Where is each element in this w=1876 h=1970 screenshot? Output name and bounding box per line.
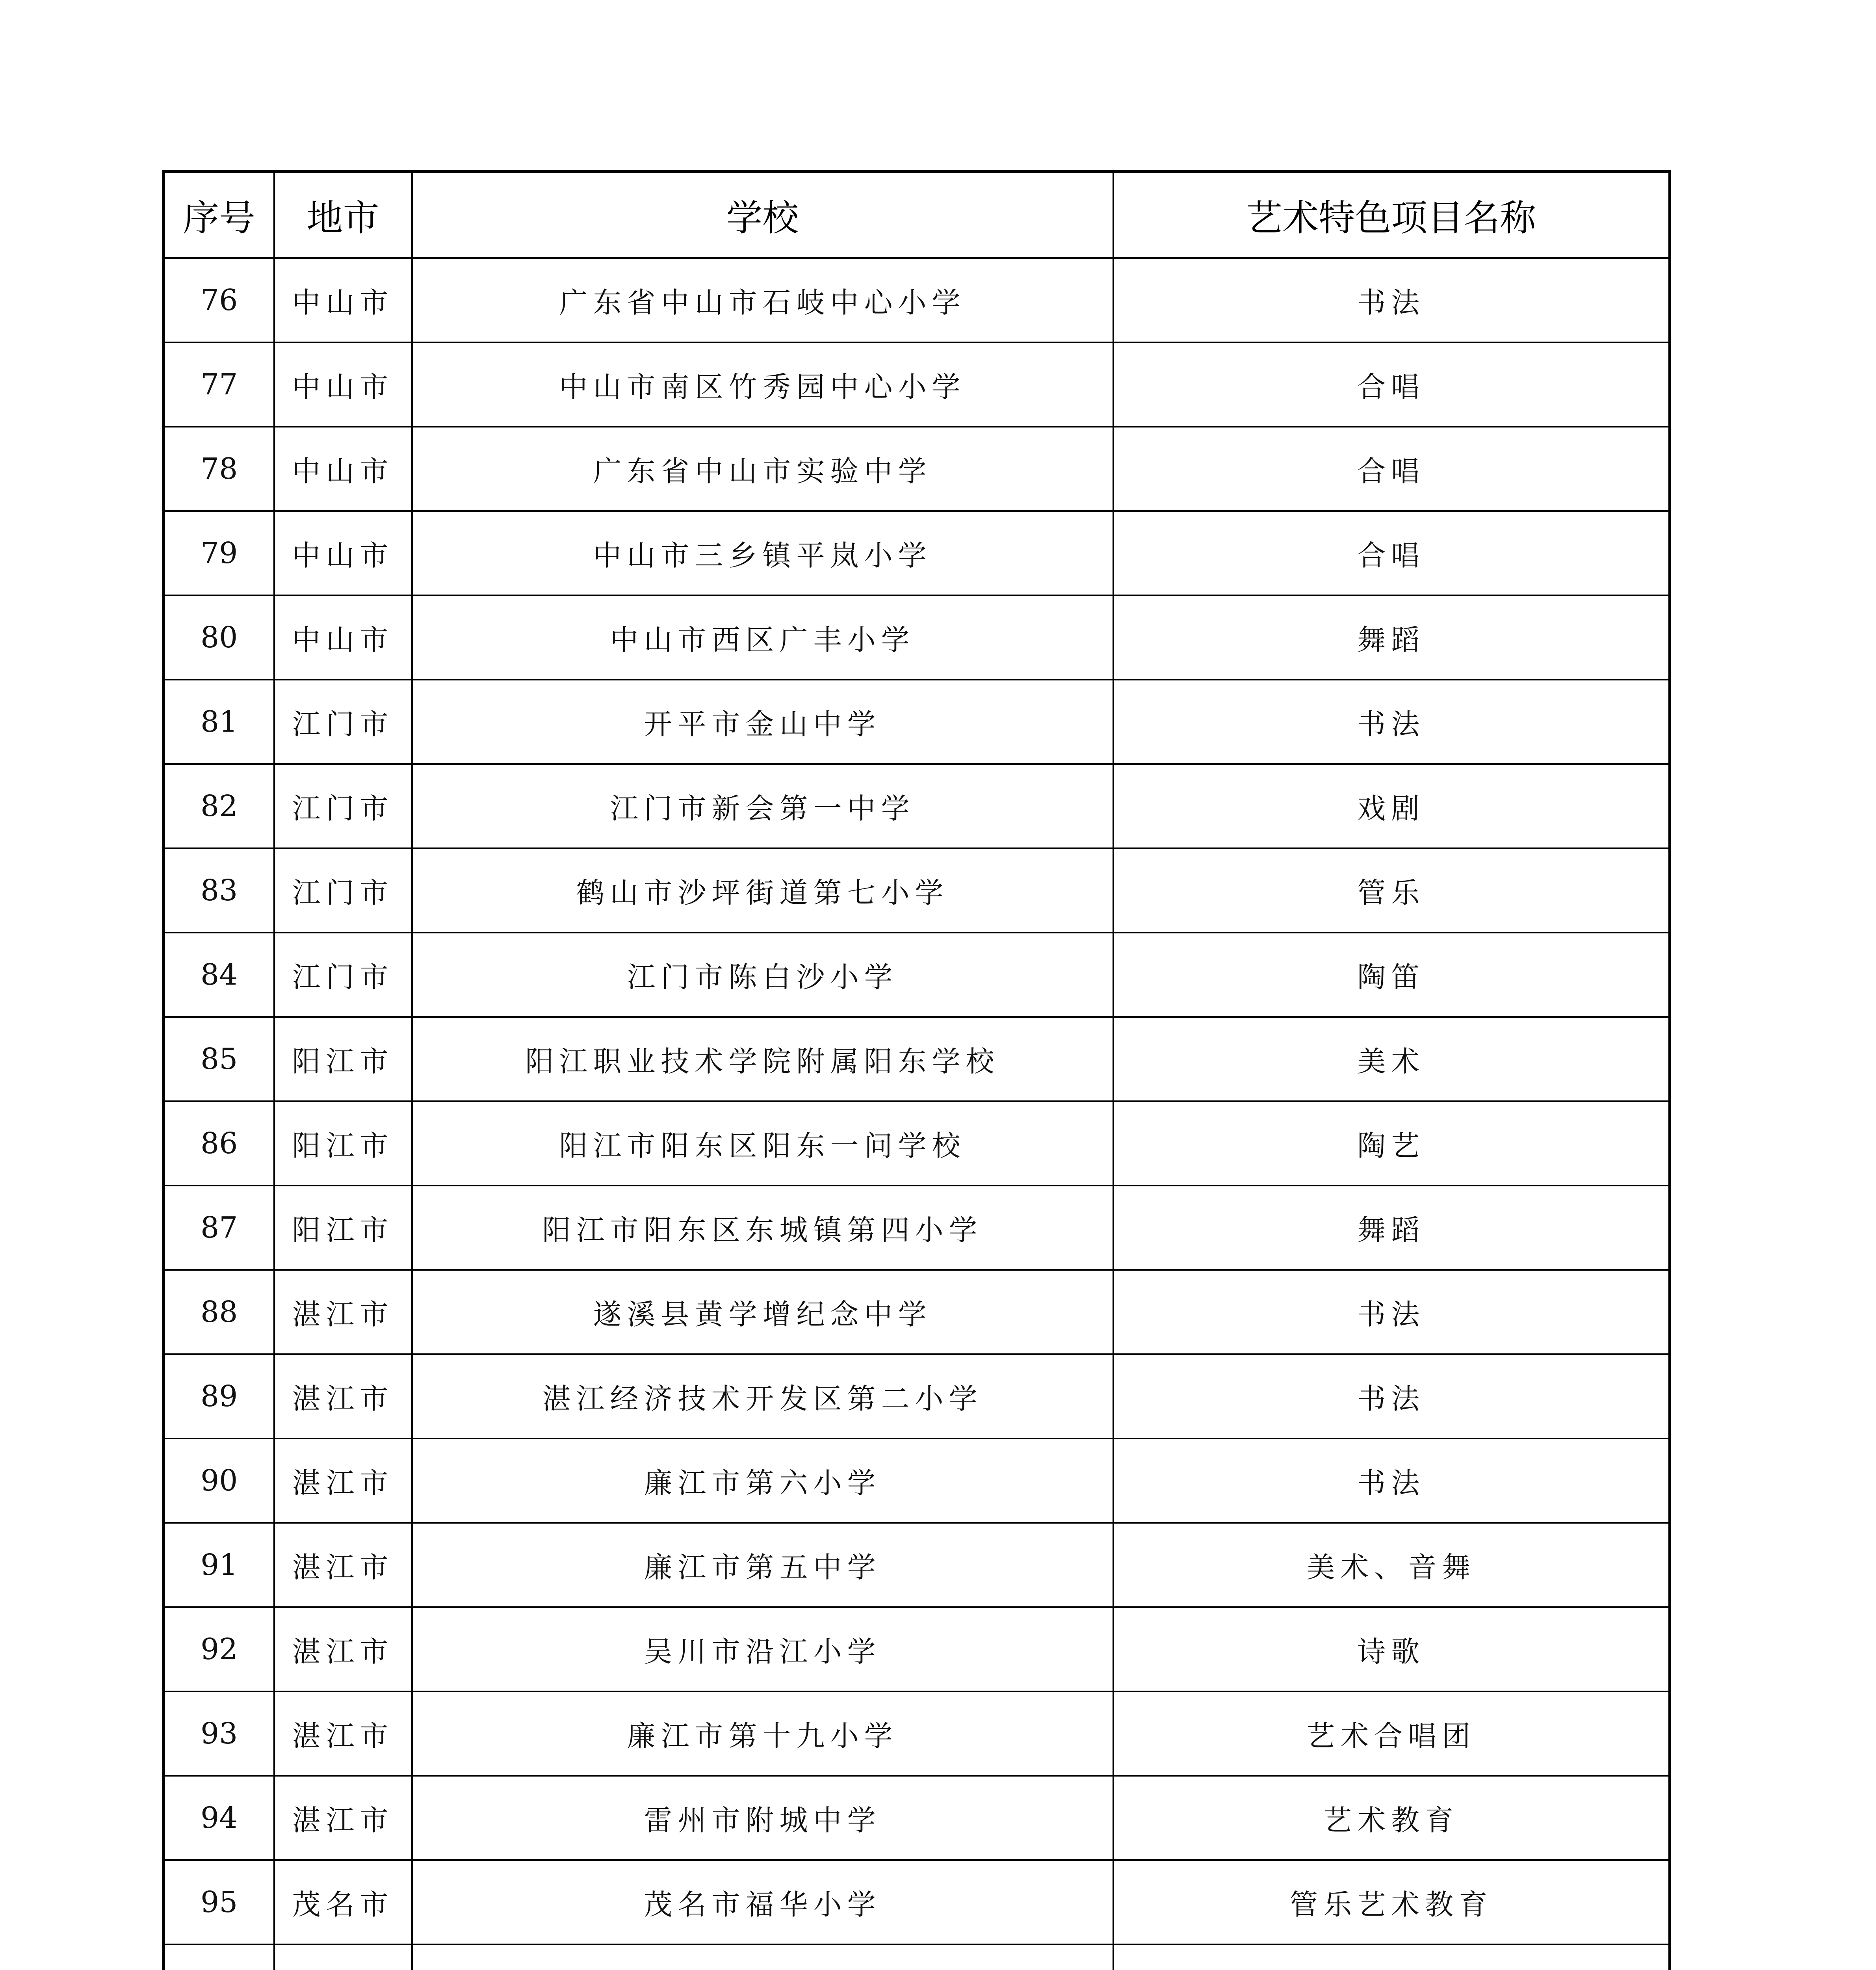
table-row: [164, 1691, 1670, 1776]
row-project-cell: 美术、音舞: [1113, 1523, 1670, 1607]
table-row: [164, 258, 1670, 342]
row-project-cell: 合唱: [1113, 342, 1670, 427]
table-row: [164, 1438, 1670, 1523]
row-index-cell: 81: [164, 680, 274, 764]
row-project-cell: 陶笛: [1113, 933, 1670, 1017]
row-city-cell: 湛江市: [274, 1354, 412, 1438]
table-row: [164, 1354, 1670, 1438]
table-row: [164, 1270, 1670, 1354]
table-row: [164, 680, 1670, 764]
row-school-cell: 开平市金山中学: [412, 680, 1113, 764]
row-school-cell: 江门市新会第一中学: [412, 764, 1113, 848]
row-project-cell: 舞蹈: [1113, 1186, 1670, 1270]
table-row: [164, 1776, 1670, 1860]
table-row: [164, 595, 1670, 680]
table-row: [164, 1101, 1670, 1186]
school-art-project-table: [162, 170, 1671, 1970]
table-row: [164, 1186, 1670, 1270]
row-school-cell: 湛江经济技术开发区第二小学: [412, 1354, 1113, 1438]
table-row: [164, 1607, 1670, 1691]
row-school-cell: 茂名市福华小学: [412, 1860, 1113, 1944]
row-index-cell: 85: [164, 1017, 274, 1101]
row-project-cell: 合唱: [1113, 511, 1670, 595]
row-project-cell: 管乐艺术教育: [1113, 1860, 1670, 1944]
row-project-cell: 书法: [1113, 1354, 1670, 1438]
row-city-cell: 中山市: [274, 595, 412, 680]
row-city-cell: 中山市: [274, 258, 412, 342]
row-city-cell: 江门市: [274, 680, 412, 764]
row-project-cell: 管乐: [1113, 848, 1670, 933]
table-row: [164, 1523, 1670, 1607]
row-project-cell: 合唱: [1113, 427, 1670, 511]
row-school-cell: 廉江市第六小学: [412, 1438, 1113, 1523]
row-index-cell: 79: [164, 511, 274, 595]
row-index-cell: 77: [164, 342, 274, 427]
row-school-cell: 遂溪县黄学增纪念中学: [412, 1270, 1113, 1354]
table-row: [164, 1944, 1670, 1970]
row-project-cell: [1113, 1944, 1670, 1970]
row-index-cell: 88: [164, 1270, 274, 1354]
row-index-cell: 78: [164, 427, 274, 511]
row-index-cell: 87: [164, 1186, 274, 1270]
table-row: [164, 764, 1670, 848]
row-index-cell: 90: [164, 1438, 274, 1523]
row-school-cell: 阳江职业技术学院附属阳东学校: [412, 1017, 1113, 1101]
row-school-cell: 阳江市阳东区东城镇第四小学: [412, 1186, 1113, 1270]
row-project-cell: 陶艺: [1113, 1101, 1670, 1186]
row-index-cell: 93: [164, 1691, 274, 1776]
row-city-cell: 江门市: [274, 848, 412, 933]
row-project-cell: 书法: [1113, 1438, 1670, 1523]
header-city: 地市: [274, 172, 412, 258]
row-city-cell: 茂名市: [274, 1860, 412, 1944]
row-city-cell: 中山市: [274, 342, 412, 427]
row-city-cell: 江门市: [274, 764, 412, 848]
row-school-cell: 中山市南区竹秀园中心小学: [412, 342, 1113, 427]
header-project: 艺术特色项目名称: [1113, 172, 1670, 258]
row-index-cell: 91: [164, 1523, 274, 1607]
row-school-cell: [412, 1944, 1113, 1970]
row-project-cell: 美术: [1113, 1017, 1670, 1101]
row-school-cell: 中山市西区广丰小学: [412, 595, 1113, 680]
row-city-cell: 中山市: [274, 427, 412, 511]
row-city-cell: 江门市: [274, 933, 412, 1017]
table-body: [164, 258, 1670, 1970]
table-row: [164, 342, 1670, 427]
row-school-cell: 雷州市附城中学: [412, 1776, 1113, 1860]
row-project-cell: 诗歌: [1113, 1607, 1670, 1691]
row-index-cell: 95: [164, 1860, 274, 1944]
row-school-cell: 中山市三乡镇平岚小学: [412, 511, 1113, 595]
row-city-cell: 阳江市: [274, 1101, 412, 1186]
row-project-cell: 书法: [1113, 680, 1670, 764]
row-index-cell: 94: [164, 1776, 274, 1860]
row-city-cell: 湛江市: [274, 1270, 412, 1354]
row-index-cell: 80: [164, 595, 274, 680]
row-project-cell: 书法: [1113, 1270, 1670, 1354]
row-city-cell: 湛江市: [274, 1691, 412, 1776]
header-index: 序号: [164, 172, 274, 258]
row-project-cell: 舞蹈: [1113, 595, 1670, 680]
row-project-cell: 艺术合唱团: [1113, 1691, 1670, 1776]
table-row: [164, 1017, 1670, 1101]
table-row: [164, 427, 1670, 511]
row-index-cell: [164, 1944, 274, 1970]
row-school-cell: 阳江市阳东区阳东一问学校: [412, 1101, 1113, 1186]
row-city-cell: 阳江市: [274, 1186, 412, 1270]
row-index-cell: 92: [164, 1607, 274, 1691]
row-index-cell: 86: [164, 1101, 274, 1186]
row-school-cell: 广东省中山市石岐中心小学: [412, 258, 1113, 342]
row-school-cell: 江门市陈白沙小学: [412, 933, 1113, 1017]
row-school-cell: 鹤山市沙坪街道第七小学: [412, 848, 1113, 933]
table-row: [164, 848, 1670, 933]
table-row: [164, 511, 1670, 595]
table-header: [164, 172, 1670, 258]
row-project-cell: 艺术教育: [1113, 1776, 1670, 1860]
row-school-cell: 廉江市第十九小学: [412, 1691, 1113, 1776]
row-school-cell: 广东省中山市实验中学: [412, 427, 1113, 511]
row-city-cell: 湛江市: [274, 1438, 412, 1523]
row-project-cell: 书法: [1113, 258, 1670, 342]
row-index-cell: 76: [164, 258, 274, 342]
table-row: [164, 933, 1670, 1017]
row-city-cell: 湛江市: [274, 1523, 412, 1607]
header-school: 学校: [412, 172, 1113, 258]
row-city-cell: 阳江市: [274, 1017, 412, 1101]
row-index-cell: 83: [164, 848, 274, 933]
row-index-cell: 82: [164, 764, 274, 848]
row-index-cell: 84: [164, 933, 274, 1017]
row-index-cell: 89: [164, 1354, 274, 1438]
row-school-cell: 吴川市沿江小学: [412, 1607, 1113, 1691]
row-project-cell: 戏剧: [1113, 764, 1670, 848]
row-city-cell: 湛江市: [274, 1607, 412, 1691]
row-school-cell: 廉江市第五中学: [412, 1523, 1113, 1607]
row-city-cell: 湛江市: [274, 1776, 412, 1860]
row-city-cell: [274, 1944, 412, 1970]
row-city-cell: 中山市: [274, 511, 412, 595]
table-row: [164, 1860, 1670, 1944]
header-row: [164, 172, 1670, 258]
